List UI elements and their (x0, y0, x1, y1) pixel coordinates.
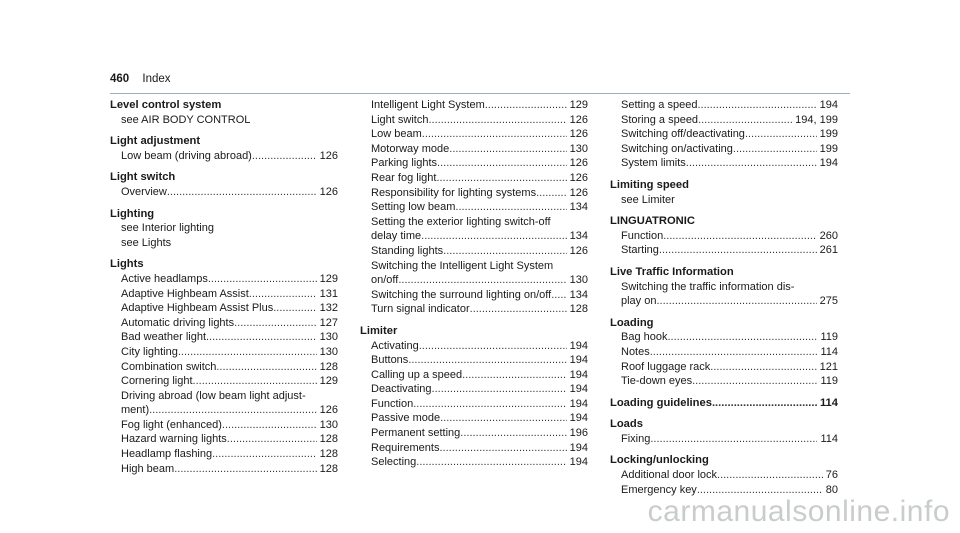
dot-leader (443, 244, 566, 259)
page-reference: 80 (825, 483, 838, 496)
dot-leader (174, 462, 316, 477)
index-heading: Limiter (360, 324, 398, 337)
index-subentry (360, 382, 588, 397)
dot-leader (439, 441, 566, 456)
index-subentry (360, 113, 588, 128)
index-heading: Live Traffic Information (610, 265, 734, 278)
index-subentry (360, 302, 588, 317)
dot-leader (449, 142, 566, 157)
page-reference: 121 (819, 360, 838, 373)
index-subentry-text: see Interior lighting (121, 222, 214, 235)
entry-label: Deactivating (371, 383, 432, 396)
dot-leader (432, 382, 567, 397)
index-heading: Lights (110, 258, 144, 271)
page-reference: 114 (819, 396, 838, 409)
page-reference: 194 (569, 412, 588, 425)
page-reference: 126 (569, 244, 588, 257)
index-subentry-text: Switching the Intelligent Light System (371, 259, 554, 272)
page-reference: 130 (569, 274, 588, 287)
dot-leader (710, 360, 816, 375)
index-column-1 (110, 98, 338, 476)
page-reference: 119 (820, 375, 838, 388)
index-subentry (110, 272, 338, 287)
entry-label: Notes (621, 345, 650, 358)
index-subentry (360, 98, 588, 113)
entry-label: Setting a speed (621, 99, 698, 111)
index-subentry (110, 360, 338, 375)
page-reference: 194 (569, 354, 588, 367)
entry-label: Switching on/activating (621, 142, 733, 155)
watermark: carmanualsonline.info (647, 495, 950, 528)
dot-leader (712, 396, 817, 411)
index-subentry (610, 127, 838, 142)
index-subentry (360, 142, 588, 157)
page-reference: 194 (569, 397, 588, 410)
index-heading: Level control system (110, 99, 222, 111)
index-subentry (360, 339, 588, 354)
entry-label: Cornering light (121, 375, 193, 388)
index-subentry (360, 288, 588, 303)
index-subentry-text: Switching the traffic information dis- (621, 280, 795, 293)
page-reference: 129 (319, 272, 338, 285)
page-reference: 127 (319, 316, 338, 329)
dot-leader (440, 411, 567, 426)
dot-leader (227, 432, 317, 447)
index-heading-entry (610, 396, 838, 411)
page-reference: 128 (319, 360, 338, 373)
index-heading: Locking/unlocking (610, 454, 709, 467)
page-reference: 114 (820, 432, 838, 445)
dot-leader (663, 229, 816, 244)
entry-label: Intelligent Light System (371, 99, 485, 111)
page-reference: 199 (819, 128, 838, 141)
entry-label: Tie-down eyes (621, 375, 693, 388)
entry-label: Passive mode (371, 412, 441, 425)
dot-leader (659, 243, 817, 258)
dot-leader (717, 468, 823, 483)
dot-leader (413, 397, 566, 412)
index-subentry (610, 98, 838, 113)
entry-label: Adaptive Highbeam Assist (121, 287, 249, 300)
index-subentry (110, 185, 338, 200)
dot-leader (428, 113, 566, 128)
index-heading: Light adjustment (110, 135, 201, 148)
entry-label: ment) (121, 404, 150, 417)
entry-label: Low beam (371, 128, 422, 141)
index-subentry (110, 330, 338, 345)
dot-leader (460, 426, 566, 441)
page-reference: 129 (569, 99, 588, 111)
index-subentry (360, 171, 588, 186)
page-reference: 114 (820, 345, 838, 358)
dot-leader (686, 156, 817, 171)
index-heading: LINGUATRONIC (610, 215, 695, 228)
index-subentry (610, 432, 838, 447)
page-reference: 130 (319, 418, 338, 431)
index-subentry (610, 229, 838, 244)
index-heading: Lighting (110, 207, 155, 220)
entry-label: Additional door lock (621, 469, 718, 482)
index-subentry-text: see Limiter (621, 193, 675, 206)
entry-label: Low beam (driving abroad) (121, 149, 252, 162)
dot-leader (437, 156, 567, 171)
dot-leader (273, 301, 316, 316)
index-subentry (610, 113, 838, 128)
dot-leader (208, 272, 317, 287)
page-reference: 130 (319, 331, 338, 344)
entry-label: Parking lights (371, 157, 438, 170)
dot-leader (733, 142, 817, 157)
index-subentry (110, 316, 338, 331)
entry-label: Setting low beam (371, 201, 456, 214)
index-subentry (360, 353, 588, 368)
index-subentry-text: Driving abroad (low beam light adjust- (121, 389, 306, 402)
dot-leader (656, 294, 816, 309)
index-subentry (610, 345, 838, 360)
index-subentry (110, 432, 338, 447)
index-subentry (360, 244, 588, 259)
dot-leader (745, 127, 817, 142)
index-subentry (360, 368, 588, 383)
entry-label: Headlamp flashing (121, 448, 213, 461)
dot-leader (149, 403, 317, 418)
entry-label: Hazard warning lights (121, 433, 227, 446)
dot-leader (462, 368, 567, 383)
index-subentry (360, 186, 588, 201)
dot-leader (650, 432, 817, 447)
page-reference: 128 (319, 433, 338, 446)
dot-leader (422, 127, 567, 142)
entry-label: Loading guidelines (610, 396, 712, 409)
entry-label: Buttons (371, 354, 409, 367)
page-reference: 126 (569, 113, 588, 126)
page-reference: 194 (569, 339, 588, 352)
index-subentry-text: Setting the exterior lighting switch-off (371, 215, 551, 228)
page-header (110, 73, 171, 85)
page-reference: 126 (569, 157, 588, 170)
dot-leader (698, 113, 792, 128)
section-title: Index (142, 73, 171, 85)
page-reference: 132 (319, 302, 338, 315)
index-subentry (610, 243, 838, 258)
page-reference: 128 (319, 448, 338, 461)
page-reference: 194 (569, 383, 588, 396)
entry-label: Turn signal indicator (371, 303, 470, 316)
entry-label: High beam (121, 462, 175, 475)
index-subentry (360, 411, 588, 426)
index-subentry (610, 156, 838, 171)
index-subentry (610, 142, 838, 157)
index-subentry (610, 294, 838, 309)
dot-leader (455, 200, 566, 215)
index-column-2 (360, 98, 588, 470)
page-reference: 126 (319, 404, 338, 417)
dot-leader (697, 98, 816, 113)
page-reference: 128 (569, 303, 588, 316)
page-reference: 76 (825, 469, 838, 482)
dot-leader (193, 374, 317, 389)
page-reference: 194 (569, 368, 588, 381)
entry-label: play on (621, 295, 657, 308)
entry-label: Rear fog light (371, 171, 437, 184)
dot-leader (408, 353, 566, 368)
entry-label: Automatic driving lights (121, 316, 235, 329)
entry-label: Adaptive Highbeam Assist Plus (121, 302, 274, 315)
dot-leader (234, 316, 317, 331)
page-reference: 275 (819, 295, 838, 308)
dot-leader (419, 339, 567, 354)
entry-label: Motorway mode (371, 142, 450, 155)
dot-leader (212, 447, 317, 462)
dot-leader (551, 288, 566, 303)
page-reference: 199 (819, 142, 838, 155)
page-reference: 261 (819, 244, 838, 257)
dot-leader (436, 171, 566, 186)
page-reference: 129 (319, 375, 338, 388)
entry-label: Fixing (621, 432, 651, 445)
entry-label: Bag hook (621, 331, 668, 344)
dot-leader (222, 418, 317, 433)
index-subentry (110, 403, 338, 418)
dot-leader (178, 345, 317, 360)
entry-label: Responsibility for lighting systems (371, 186, 537, 199)
index-heading: Light switch (110, 171, 176, 184)
entry-label: on/off (371, 274, 399, 287)
index-subentry (610, 374, 838, 389)
entry-label: Roof luggage rack (621, 360, 711, 373)
entry-label: Activating (371, 339, 419, 352)
page-reference: 130 (569, 142, 588, 155)
dot-leader (667, 330, 817, 345)
index-subentry (110, 447, 338, 462)
page-reference: 196 (569, 427, 588, 440)
entry-label: Selecting (371, 456, 417, 469)
page-reference: 126 (569, 171, 588, 184)
page-reference: 194 (819, 99, 838, 111)
entry-label: Permanent setting (371, 427, 461, 440)
index-subentry (610, 360, 838, 375)
index-subentry (610, 330, 838, 345)
dot-leader (536, 186, 567, 201)
index-subentry (110, 374, 338, 389)
index-subentry (110, 301, 338, 316)
dot-leader (252, 149, 317, 164)
dot-leader (206, 330, 317, 345)
page-reference: 131 (319, 287, 338, 300)
entry-label: Calling up a speed (371, 368, 463, 381)
dot-leader (485, 98, 567, 113)
header-rule (110, 93, 850, 94)
index-heading: Loads (610, 418, 643, 431)
dot-leader (692, 374, 817, 389)
dot-leader (167, 185, 317, 200)
dot-leader (216, 360, 316, 375)
index-subentry (360, 200, 588, 215)
dot-leader (470, 302, 567, 317)
page-reference: 130 (319, 345, 338, 358)
entry-label: Starting (621, 244, 659, 257)
index-subentry (360, 156, 588, 171)
page-reference: 134 (569, 201, 588, 214)
index-subentry (110, 418, 338, 433)
index-subentry (110, 149, 338, 164)
entry-label: Function (371, 397, 414, 410)
page-reference: 119 (820, 331, 838, 344)
page-reference: 194 (819, 157, 838, 170)
index-subentry-text: see AIR BODY CONTROL (121, 113, 251, 126)
index-subentry (360, 127, 588, 142)
index-subentry (360, 455, 588, 470)
dot-leader (398, 273, 566, 288)
index-subentry (110, 462, 338, 477)
index-subentry (110, 287, 338, 302)
index-subentry-text: see Lights (121, 236, 172, 249)
page-reference: 134 (569, 288, 588, 301)
dot-leader (249, 287, 317, 302)
index-subentry (360, 229, 588, 244)
entry-label: Bad weather light (121, 331, 206, 344)
page-reference: 260 (819, 229, 838, 242)
page-reference: 126 (569, 128, 588, 141)
page-reference: 194 (569, 456, 588, 469)
dot-leader (421, 229, 567, 244)
dot-leader (650, 345, 818, 360)
entry-label: Fog light (enhanced) (121, 418, 222, 431)
index-subentry (360, 426, 588, 441)
entry-label: Switching off/deactivating (621, 128, 745, 141)
page-reference: 126 (319, 185, 338, 198)
entry-label: System limits (621, 157, 686, 170)
index-column-3 (610, 98, 838, 497)
entry-label: Function (621, 229, 664, 242)
page-reference: 194 (569, 441, 588, 454)
entry-label: Active headlamps (121, 272, 208, 285)
page-reference: 194, 199 (795, 113, 838, 126)
index-subentry (360, 441, 588, 456)
page-reference: 134 (569, 230, 588, 243)
entry-label: delay time (371, 230, 422, 243)
dot-leader (416, 455, 566, 470)
entry-label: Overview (121, 185, 167, 198)
index-heading: Limiting speed (610, 178, 689, 191)
entry-label: Switching the surround lighting on/off (371, 288, 552, 301)
entry-label: Emergency key (621, 483, 697, 496)
entry-label: Combination switch (121, 360, 217, 373)
entry-label: Light switch (371, 113, 429, 126)
entry-label: City lighting (121, 345, 178, 358)
page-reference: 126 (319, 149, 338, 162)
page-reference: 128 (319, 462, 338, 475)
page-number: 460 (110, 73, 130, 85)
index-subentry (110, 345, 338, 360)
entry-label: Standing lights (371, 244, 444, 257)
index-subentry (610, 468, 838, 483)
entry-label: Storing a speed (621, 113, 699, 126)
index-subentry (360, 397, 588, 412)
index-subentry (360, 273, 588, 288)
page-reference: 126 (569, 186, 588, 199)
index-heading: Loading (610, 316, 654, 329)
entry-label: Requirements (371, 441, 440, 454)
